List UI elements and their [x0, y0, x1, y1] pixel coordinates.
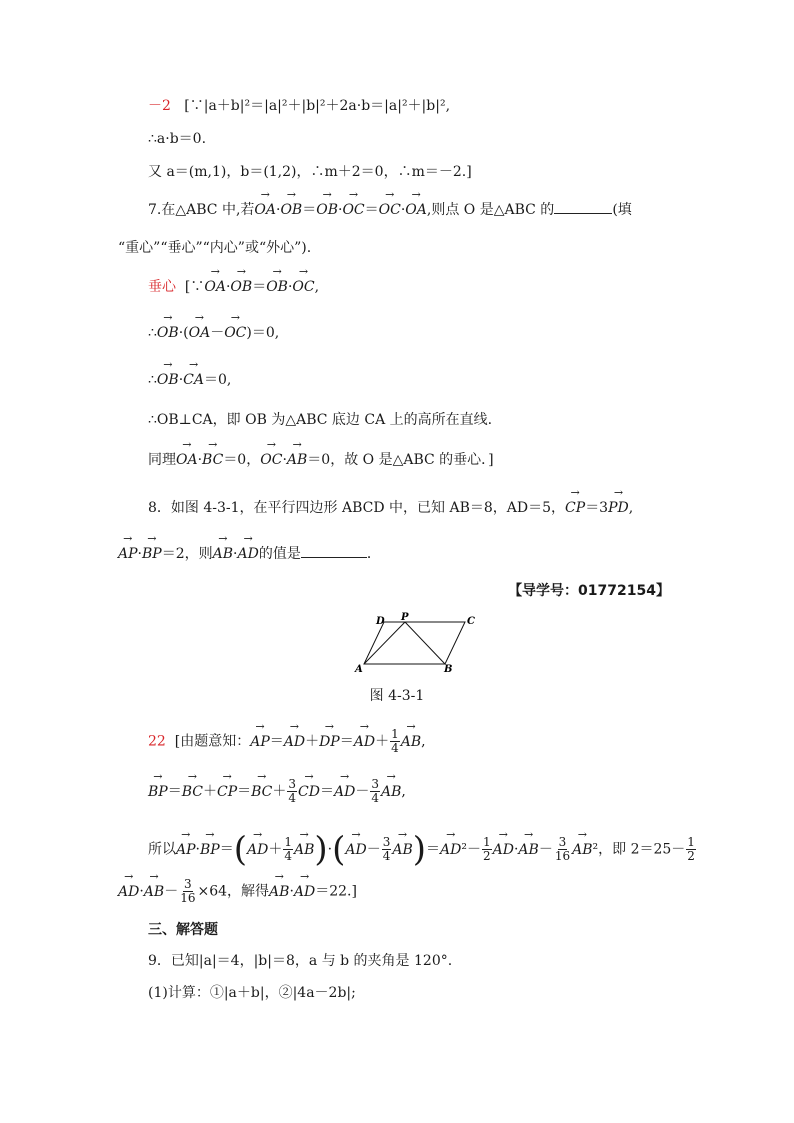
question-text: 8．如图 4-3-1，在平行四边形 ABCD 中，已知 AB＝8，AD＝5， — [148, 500, 566, 516]
question-text: (填 — [612, 202, 632, 218]
vector: → AD — [294, 882, 315, 902]
plus: ＋ — [202, 783, 217, 800]
vector: → BP — [200, 840, 220, 860]
vector: → CP — [217, 782, 237, 802]
vector: → OC — [292, 277, 314, 297]
section-title: 三、解答题 — [148, 922, 218, 938]
solution-text: 同理 — [148, 452, 176, 468]
numerator: 3 — [558, 835, 567, 849]
solution-text: ∴ — [148, 325, 157, 341]
solution-text: ＝22.] — [315, 883, 357, 900]
equals: ＝ — [339, 733, 354, 750]
vertex-label-p: P — [401, 612, 409, 623]
minus: － — [355, 783, 370, 800]
fraction — [179, 878, 196, 905]
plus: ＋ — [375, 733, 390, 750]
q7-question-line-2: “重心”“垂心”“内心”或“外心”). — [118, 240, 312, 256]
vector: → OA — [176, 450, 198, 470]
question-text: , — [628, 500, 634, 516]
minus: － — [164, 883, 179, 900]
denominator: 16 — [554, 849, 571, 863]
q7-question-line-1 — [148, 200, 632, 220]
fraction — [370, 778, 380, 805]
vector: → CA — [183, 370, 204, 390]
solution-text: ×64，解得 — [197, 883, 270, 900]
answer-value: 22 — [148, 733, 166, 750]
reference-number: 【导学号：01772154】 — [508, 583, 670, 599]
solution-text: ＝0， — [223, 452, 261, 468]
vector: → OA — [405, 200, 427, 220]
solution-text: , — [421, 733, 426, 750]
vector: → AD — [284, 732, 305, 752]
vector: → OB — [266, 277, 288, 297]
dot: · — [276, 202, 281, 218]
vector: → CD — [298, 782, 320, 802]
right-paren: ) — [314, 829, 328, 870]
dot: · — [233, 546, 238, 562]
answer-blank — [554, 200, 612, 214]
vector: → PD — [608, 498, 629, 518]
denominator: 4 — [391, 741, 399, 755]
solution-text: ·( — [178, 325, 189, 341]
q7-answer-line-1 — [148, 277, 319, 297]
dot: · — [337, 202, 343, 218]
vector: → AB — [401, 732, 421, 752]
q7-answer-line-3 — [148, 370, 231, 390]
vector: → AD — [118, 882, 139, 902]
vector: → DP — [319, 732, 340, 752]
vector: → AD — [440, 840, 461, 860]
vector: → AB — [294, 840, 314, 860]
vector: → OC — [224, 323, 246, 343]
numerator: 3 — [184, 877, 192, 891]
dot: · — [513, 841, 519, 858]
dot: · — [197, 452, 203, 468]
vector: → OB — [157, 370, 179, 390]
solution-text: 所以 — [148, 841, 176, 858]
question-text: ＝2，则 — [161, 546, 213, 562]
q7-answer-line-5 — [148, 450, 494, 470]
fraction — [390, 728, 400, 755]
solution-text: ，即 2＝25－ — [598, 841, 686, 858]
denominator: 4 — [371, 791, 379, 805]
q7-answer-line-4: ∴OB⊥CA，即 OB 为△ABC 底边 CA 上的高所在直线. — [148, 412, 493, 428]
q6-answer-line-3: 又 a＝(m,1)，b＝(1,2)，∴m＋2＝0，∴m＝－2.] — [148, 164, 472, 180]
vector: → AD — [345, 840, 366, 860]
vector: → OA — [189, 323, 211, 343]
dot: · — [178, 372, 184, 388]
vector: → BP — [142, 544, 162, 564]
solution-text: ＝0, — [203, 372, 232, 388]
vertex-label-d: D — [376, 616, 385, 627]
equals: ＝ — [319, 783, 334, 800]
dot: · — [195, 841, 200, 858]
minus: － — [366, 841, 381, 858]
numerator: 1 — [284, 835, 292, 849]
dot: · — [400, 202, 406, 218]
equals: ＝ — [426, 841, 440, 858]
solution-text: ＝0，故 O 是△ABC 的垂心．] — [307, 452, 494, 468]
denominator: 4 — [288, 791, 297, 805]
solution-text: [∵ — [184, 279, 205, 295]
q9-line-2: (1)计算：①|a＋b|，②|4a－2b|; — [148, 985, 356, 1001]
plus: ＋ — [305, 733, 320, 750]
fraction — [283, 836, 293, 863]
vertex-label-a: A — [355, 664, 363, 674]
q9-line-1: 9．已知|a|＝4，|b|＝8，a 与 b 的夹角是 120°. — [148, 953, 453, 969]
q6-answer-line-2: ∴a·b＝0. — [148, 131, 207, 147]
equals: ＝ — [252, 279, 267, 295]
q6-answer-line-1 — [148, 96, 450, 116]
denominator: 16 — [180, 891, 196, 905]
vector: → AB — [287, 450, 307, 470]
question-text: ＝3 — [585, 500, 609, 516]
denominator: 2 — [687, 849, 695, 863]
vector: → OB — [316, 200, 338, 220]
numerator: 1 — [482, 835, 491, 849]
numerator: 3 — [288, 777, 297, 791]
fraction — [554, 836, 571, 863]
solution-text: [由题意知： — [174, 733, 251, 750]
equals: ＝ — [302, 202, 317, 218]
q8-answer-line-2 — [148, 778, 406, 805]
equals: ＝ — [364, 202, 379, 218]
vector: → BC — [182, 782, 203, 802]
fraction — [287, 778, 297, 805]
q8-answer-line-4 — [118, 878, 357, 905]
vector: → CP — [565, 498, 585, 518]
dot: · — [287, 279, 293, 295]
segment-ap — [364, 622, 405, 664]
right-paren: ) — [412, 829, 426, 870]
solution-text: , — [401, 783, 406, 800]
vertex-label-c: C — [467, 616, 475, 627]
numerator: 1 — [687, 835, 695, 849]
vector: → OC — [260, 450, 282, 470]
solution-text: － — [210, 325, 225, 341]
question-text: 的值是 — [258, 546, 301, 562]
vector: → BP — [148, 782, 168, 802]
q8-answer-line-3 — [148, 829, 697, 870]
numerator: 1 — [391, 727, 399, 741]
vector: → AD — [493, 840, 514, 860]
left-paren: ( — [233, 829, 247, 870]
dot: · — [327, 841, 333, 858]
left-paren: ( — [332, 829, 346, 870]
numerator: 3 — [371, 777, 379, 791]
vector: → OA — [204, 277, 226, 297]
solution-text: [∵|a＋b|²＝|a|²＋|b|²＋2a·b＝|a|²＋|b|², — [184, 98, 451, 114]
solution-text: ∴ — [148, 372, 157, 388]
vector: → OA — [254, 200, 276, 220]
denominator: 2 — [482, 849, 491, 863]
vector: → AP — [250, 732, 270, 752]
answer-blank — [301, 544, 367, 558]
q8-question-line-2 — [118, 544, 381, 564]
fraction — [382, 836, 392, 863]
fraction — [482, 836, 492, 863]
vector: → AB — [392, 840, 412, 860]
vector: → BC — [251, 782, 272, 802]
vector: → AB — [572, 840, 592, 860]
solution-text: )＝0, — [246, 325, 280, 341]
vector: → OC — [342, 200, 364, 220]
numerator: 3 — [382, 835, 391, 849]
vector: → AB — [269, 882, 289, 902]
vector: → AB — [213, 544, 233, 564]
equals: ＝ — [237, 783, 252, 800]
parallelogram-figure — [350, 612, 490, 674]
vertex-label-b: B — [444, 664, 453, 674]
vector: → OB — [280, 200, 302, 220]
minus: － — [538, 841, 553, 858]
vector: → AD — [354, 732, 375, 752]
q8-answer-line-1 — [148, 728, 426, 755]
figure-caption: 图 4-3-1 — [369, 688, 425, 704]
dot: · — [139, 883, 144, 900]
vector: → AB — [381, 782, 401, 802]
q7-answer-line-2 — [148, 323, 279, 343]
vector: → AP — [118, 544, 138, 564]
square: ² — [461, 841, 467, 858]
q8-question-line-1 — [148, 498, 633, 518]
parallelogram-abcd — [364, 622, 465, 664]
equals: ＝ — [219, 841, 234, 858]
question-text: ,则点 O 是△ABC 的 — [426, 202, 555, 218]
fraction — [686, 836, 696, 863]
equals: ＝ — [167, 783, 182, 800]
vector: → AB — [144, 882, 164, 902]
minus: － — [466, 841, 481, 858]
vector: → OC — [379, 200, 401, 220]
denominator: 4 — [284, 849, 292, 863]
vector: → AD — [334, 782, 355, 802]
dot: · — [137, 546, 142, 562]
equals: ＝ — [269, 733, 284, 750]
segment-bp — [405, 622, 445, 664]
vector: → AD — [237, 544, 258, 564]
answer-value: 垂心 — [148, 279, 176, 295]
question-text: ． — [366, 546, 381, 562]
vector: → AB — [518, 840, 538, 860]
square: ² — [592, 841, 599, 858]
vector: → AP — [176, 840, 196, 860]
denominator: 4 — [382, 849, 391, 863]
answer-value: －2 — [148, 98, 171, 114]
solution-text: , — [314, 279, 320, 295]
vector: → OB — [230, 277, 252, 297]
question-text: 7.在△ABC 中,若 — [148, 202, 255, 218]
dot: · — [282, 452, 287, 468]
vector: → OB — [157, 323, 179, 343]
plus: ＋ — [272, 783, 287, 800]
dot: · — [225, 279, 231, 295]
plus: ＋ — [268, 841, 283, 858]
vector: → AD — [247, 840, 268, 860]
vector: → BC — [202, 450, 223, 470]
dot: · — [289, 883, 294, 900]
